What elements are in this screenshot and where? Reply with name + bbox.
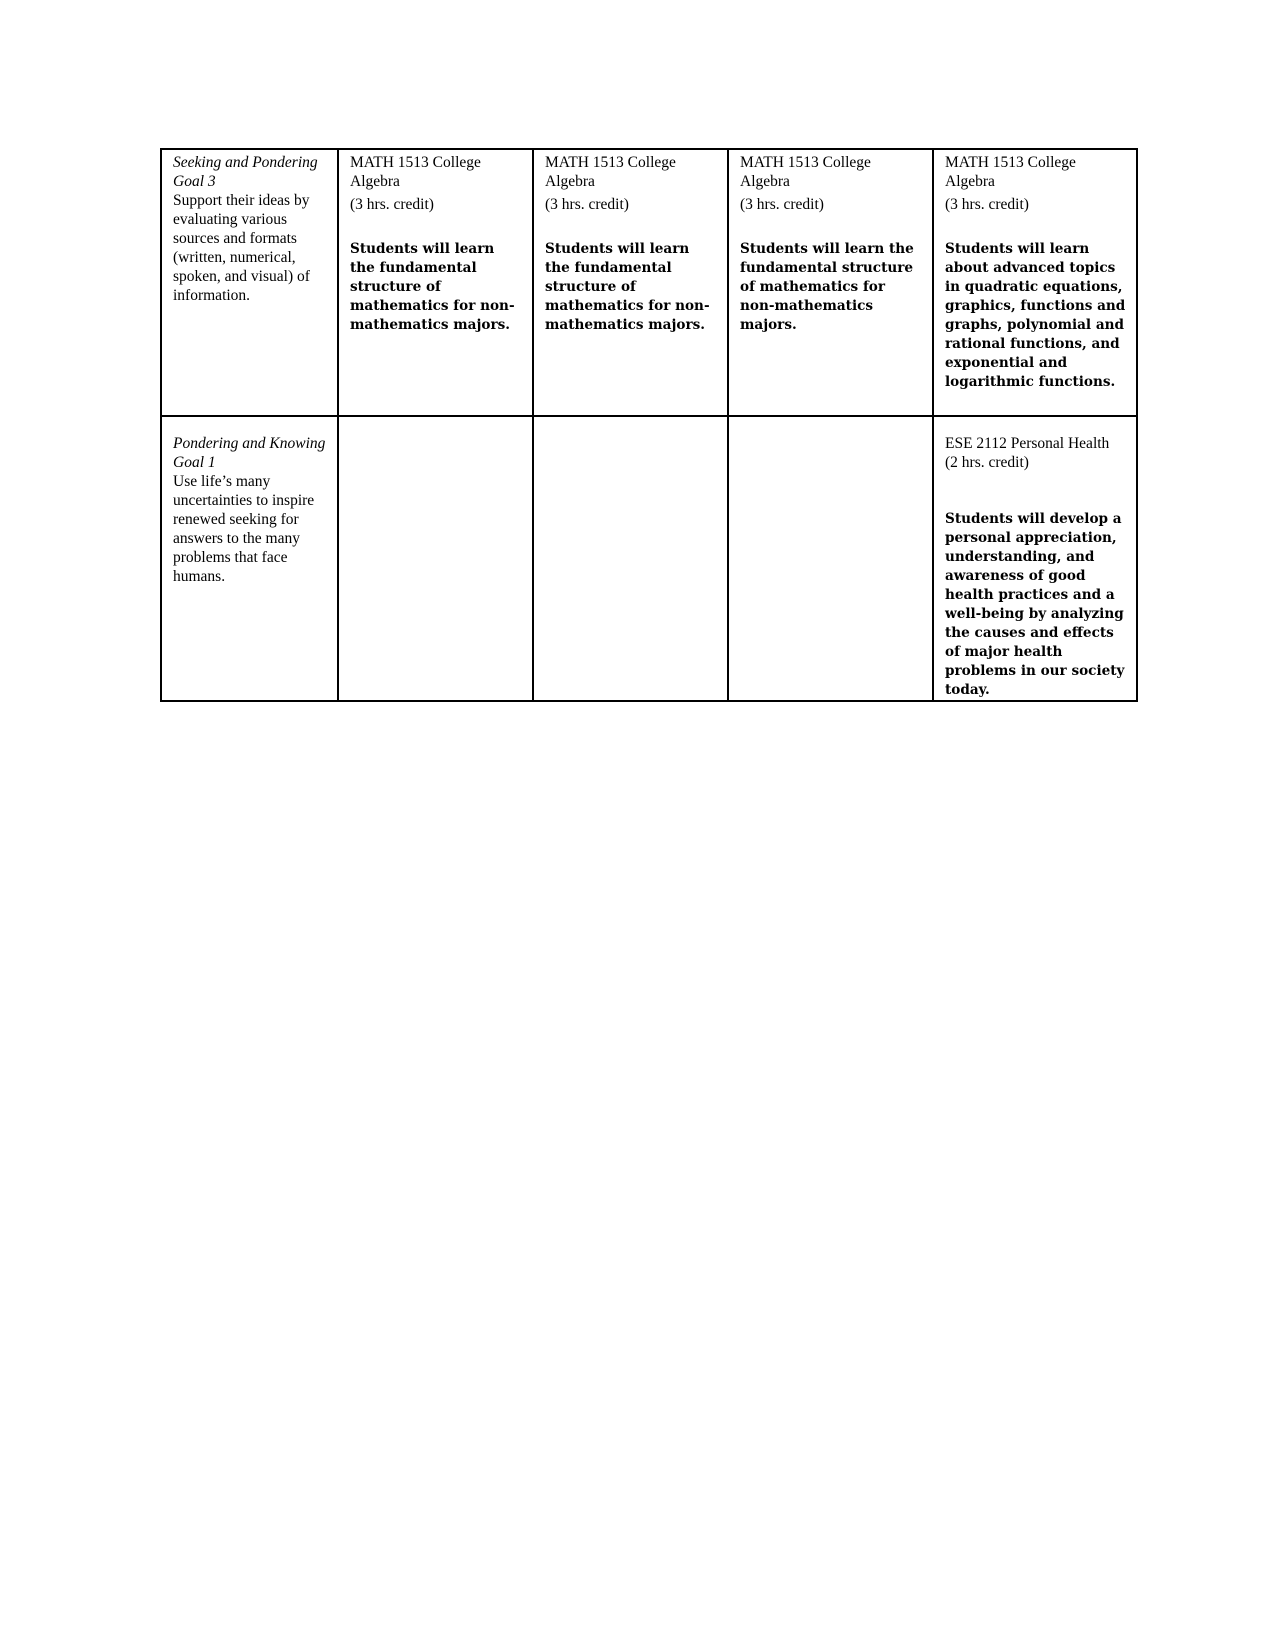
- course-name: MATH 1513 College Algebra: [350, 154, 481, 190]
- course-credit: (3 hrs. credit): [350, 196, 434, 213]
- course-name: MATH 1513 College Algebra: [945, 154, 1076, 190]
- course-credit: (3 hrs. credit): [740, 196, 824, 213]
- table-row: [161, 149, 1137, 416]
- course-cell: [338, 149, 533, 416]
- goal-cell: [161, 149, 338, 416]
- course-credit: (2 hrs. credit): [945, 454, 1029, 471]
- course-name: ESE 2112 Personal Health: [945, 435, 1110, 452]
- goal-description: Support their ideas by evaluating various sources and formats (written, numerical, spoken, and visual) of information.: [173, 192, 310, 304]
- goal-title: Seeking and Pondering Goal 3: [173, 154, 318, 190]
- course-outcome: Students will learn the fundamental structure of mathematics for non-mathematics majors.: [545, 241, 710, 333]
- course-credit: (3 hrs. credit): [945, 196, 1029, 213]
- course-outcome: Students will learn the fundamental structure of mathematics for non-mathematics majors.: [350, 241, 515, 333]
- table-row: [161, 416, 1137, 701]
- course-cell: [933, 149, 1137, 416]
- course-cell: [728, 149, 933, 416]
- course-outcome: Students will learn the fundamental structure of mathematics for non-mathematics majors.: [740, 241, 914, 333]
- course-credit: (3 hrs. credit): [545, 196, 629, 213]
- goal-description: Use life’s many uncertainties to inspire renewed seeking for answers to the many problems that face humans.: [173, 473, 315, 585]
- goal-cell: [161, 416, 338, 701]
- course-outcome: Students will develop a personal appreciation, understanding, and awareness of good health practices and a well-being by analyzing the causes and effects of major health problems in our society today.: [945, 511, 1125, 698]
- goals-course-table: [160, 148, 1138, 702]
- course-name: MATH 1513 College Algebra: [740, 154, 871, 190]
- empty-cell: [338, 416, 533, 701]
- course-outcome: Students will learn about advanced topics in quadratic equations, graphics, functions and graphs, polynomial and rational functions, and exponential and logarithmic functions.: [945, 241, 1126, 390]
- goal-title: Pondering and Knowing Goal 1: [173, 435, 326, 471]
- course-cell: [533, 149, 728, 416]
- course-cell: [933, 416, 1137, 701]
- empty-cell: [533, 416, 728, 701]
- course-name: MATH 1513 College Algebra: [545, 154, 676, 190]
- empty-cell: [728, 416, 933, 701]
